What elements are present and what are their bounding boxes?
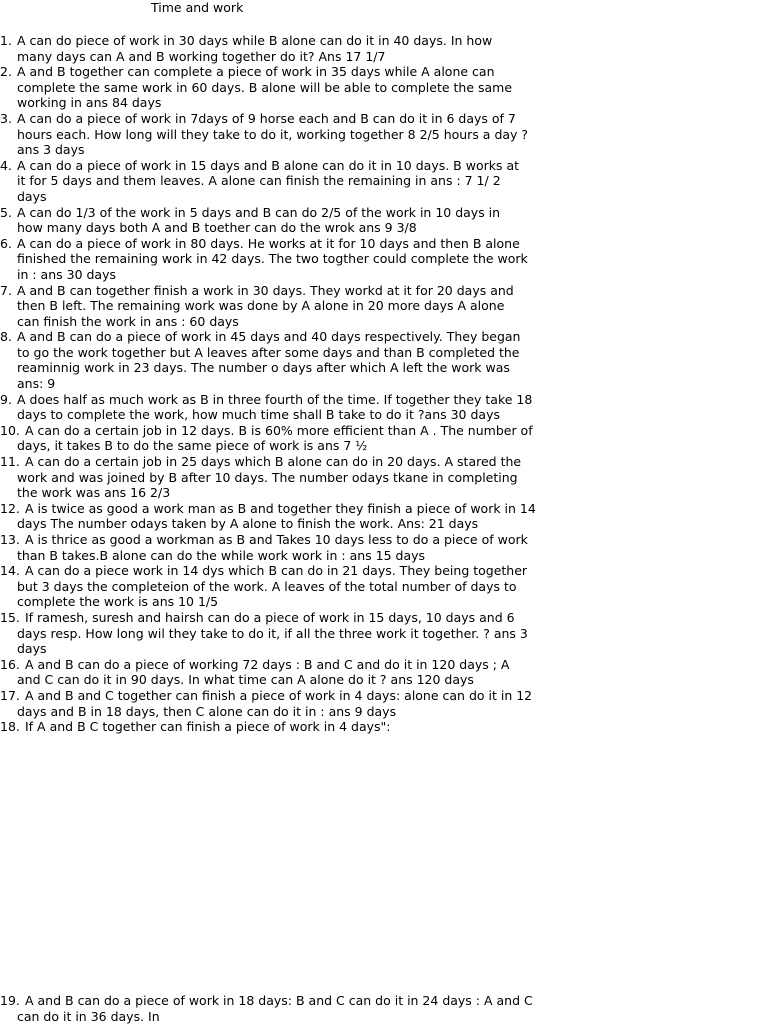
question-number: 16.	[0, 656, 20, 672]
question-item	[0, 501, 590, 532]
question-text: ans: 9	[17, 376, 56, 392]
question-text: how many days both A and B toether can do the wrok ans 9 3/8	[17, 220, 417, 236]
question-text: A can do a piece of work in 7days of 9 horse each and B can do it in 6 days of 7	[17, 110, 516, 126]
question-text: working in ans 84 days	[17, 95, 162, 111]
question-item	[0, 423, 590, 454]
question-item	[0, 205, 590, 236]
question-text: If A and B C together can finish a piece of work in 4 days":	[25, 719, 391, 735]
question-text: A can do 1/3 of the work in 5 days and B can do 2/5 of the work in 10 days in	[17, 204, 501, 220]
question-item	[0, 532, 590, 563]
question-text: A is twice as good a work man as B and together they finish a piece of work in 14	[25, 500, 536, 516]
question-number: 13.	[0, 532, 20, 547]
question-text: A can do a certain job in 25 days which B alone can do in 20 days. A stared the	[25, 454, 522, 470]
question-text: days resp. How long wil they take to do it, if all the three work it together. ? ans 3	[17, 625, 528, 641]
question-text: can finish the work in ans : 60 days	[17, 313, 239, 329]
question-number: 1.	[0, 33, 12, 48]
question-text: complete the same work in 60 days. B alone will be able to complete the same	[17, 79, 513, 95]
question-text: and C can do it in 90 days. In what time can A alone do it ? ans 120 days	[17, 672, 474, 688]
question-item	[0, 993, 600, 1024]
question-text: A and B together can complete a piece of work in 35 days while A alone can	[17, 64, 495, 80]
question-number: 5.	[0, 204, 12, 220]
question-item	[0, 64, 590, 111]
question-item	[0, 454, 590, 501]
question-item	[0, 610, 590, 657]
question-text: A and B can do a piece of working 72 days : B and C and do it in 120 days ; A	[25, 656, 510, 672]
question-text: days and B in 18 days, then C alone can do it in : ans 9 days	[17, 703, 397, 719]
question-text: A can do a certain job in 12 days. B is 60% more efficient than A . The number of	[25, 422, 533, 438]
question-text: the work was ans 16 2/3	[17, 485, 171, 501]
question-list	[0, 33, 590, 735]
question-text: but 3 days the completeion of the work. A leaves of the total number of days to	[17, 578, 517, 594]
question-text: A can do piece of work in 30 days while B alone can do it in 40 days. In how	[17, 33, 493, 48]
question-text: it for 5 days and them leaves. A alone can finish the remaining in ans : 7 1/ 2	[17, 173, 501, 189]
question-text: A can do a piece of work in 15 days and B alone can do it in 10 days. B works at	[17, 157, 520, 173]
question-text: days to complete the work, how much time shall B take to do it ?ans 30 days	[17, 407, 500, 423]
question-item	[0, 329, 590, 391]
question-number: 15.	[0, 609, 20, 625]
question-text: hours each. How long will they take to do it, working together 8 2/5 hours a day ?	[17, 126, 529, 142]
question-number: 14.	[0, 563, 20, 579]
question-item	[0, 688, 590, 719]
question-text: many days can A and B working together do it? Ans 17 1/7	[17, 48, 386, 64]
page-title: Time and work	[151, 0, 244, 15]
question-text: A does half as much work as B in three fourth of the time. If together they take 18	[17, 391, 533, 407]
question-number: 7.	[0, 282, 12, 298]
question-text: than B takes.B alone can do the while work work in : ans 15 days	[17, 547, 426, 563]
question-item	[0, 563, 590, 610]
question-number: 19.	[0, 993, 20, 1008]
question-text: to go the work together but A leaves after some days and than B completed the	[17, 344, 520, 360]
question-text: A and B can do a piece of work in 45 days and 40 days respectively. They began	[17, 329, 521, 345]
question-number: 18.	[0, 719, 20, 735]
question-item	[0, 158, 590, 205]
question-number: 2.	[0, 64, 12, 80]
question-number: 9.	[0, 391, 12, 407]
question-text: in : ans 30 days	[17, 266, 117, 282]
question-number: 8.	[0, 329, 12, 345]
question-text: then B left. The remaining work was done by A alone in 20 more days A alone	[17, 298, 505, 314]
question-item	[0, 657, 590, 688]
question-text: finished the remaining work in 42 days. The two togther could complete the work	[17, 251, 528, 267]
question-item	[0, 719, 590, 735]
question-item	[0, 236, 590, 283]
question-text: A can do a piece work in 14 dys which B can do in 21 days. They being together	[25, 563, 528, 579]
question-number: 12.	[0, 500, 20, 516]
question-item	[0, 111, 590, 158]
question-text: A and B can do a piece of work in 18 days: B and C can do it in 24 days : A and C	[25, 993, 533, 1008]
question-text: A is thrice as good a workman as B and Takes 10 days less to do a piece of work	[25, 532, 528, 547]
question-number: 11.	[0, 454, 20, 470]
question-text: days	[17, 641, 47, 657]
question-item	[0, 283, 590, 330]
question-item	[0, 392, 590, 423]
question-text: work and was joined by B after 10 days. The number odays tkane in completing	[17, 469, 518, 485]
question-number: 17.	[0, 687, 20, 703]
question-number: 3.	[0, 110, 12, 126]
question-text: If ramesh, suresh and hairsh can do a piece of work in 15 days, 10 days and 6	[25, 609, 515, 625]
question-text: reaminnig work in 23 days. The number o days after which A left the work was	[17, 360, 510, 376]
question-number: 10.	[0, 422, 20, 438]
question-text: complete the work is ans 10 1/5	[17, 594, 219, 610]
question-text: can do it in 36 days. In	[17, 1008, 160, 1024]
question-text: ans 3 days	[17, 142, 85, 158]
question-text: A and B and C together can finish a piece of work in 4 days: alone can do it in 12	[25, 687, 533, 703]
question-text: A and B can together finish a work in 30 days. They workd at it for 20 days and	[17, 282, 514, 298]
question-text: days The number odays taken by A alone to finish the work. Ans: 21 days	[17, 516, 479, 532]
question-item	[0, 33, 590, 64]
question-number: 6.	[0, 235, 12, 251]
question-number: 4.	[0, 157, 12, 173]
question-text: A can do a piece of work in 80 days. He works at it for 10 days and then B alone	[17, 235, 520, 251]
question-text: days, it takes B to do the same piece of work is ans 7 ½	[17, 438, 368, 454]
question-text: days	[17, 188, 47, 204]
